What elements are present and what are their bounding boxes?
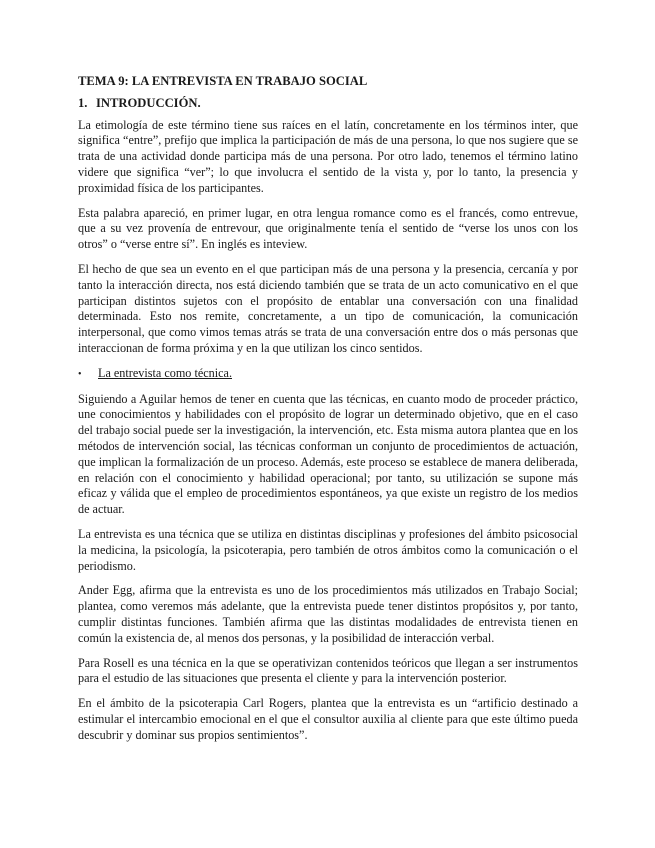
section-number: 1.	[78, 95, 88, 110]
document-page	[78, 74, 578, 752]
paragraph-interpersonal-communication: El hecho de que sea un evento en el que participan más de una persona y la presencia, cercanía y por tanto la interacción directa, nos está diciendo también que se trata de un acto comunicativo en el que participan distintos sujetos con el propósito de entablar una conversación con una finalidad determinada. Esto nos remite, concretamente, a un tipo de comunicación, la comunicación interpersonal, que como vimos temas atrás se trata de una conversación entre dos o más personas que interaccionan de forma próxima y en la que utilizan los cinco sentidos.	[78, 261, 578, 355]
paragraph-rosell: Para Rosell es una técnica en la que se operativizan contenidos teóricos que llegan a ser instrumentos para el estudio de las situaciones que presenta el cliente y para la intervención posterior.	[78, 655, 578, 686]
bullet-icon: •	[78, 368, 82, 380]
paragraph-etymology: La etimología de este término tiene sus raíces en el latín, concretamente en los términos inter, que significa “entre”, prefijo que implica la participación de más de una persona, lo que nos sugiere que se trata de una actividad donde participa más de una persona. Por otro lado, tenemos el término latino videre que significa “ver”; lo que involucra el sentido de la vista y, por lo tanto, la presencia y proximidad física de los participantes.	[78, 117, 578, 195]
section-title: INTRODUCCIÓN.	[96, 95, 201, 110]
paragraph-aguilar: Siguiendo a Aguilar hemos de tener en cuenta que las técnicas, en cuanto modo de proceder práctico, une conocimientos y habilidades con el propósito de lograr un determinado objetivo, que en el caso del trabajo social puede ser la investigación, la intervención, etc. Esta misma autora plantea que en los métodos de intervención social, las técnicas conforman un conjunto de procedimientos de actuación, que implican la formalización de un proceso. Además, este proceso se establece de manera deliberada, en relación con el conocimiento y habilidad operacional; por tanto, su utilización se supone más eficaz y válida que el empleo de procedimientos espontáneos, ya que existe un registro de los medios de actuar.	[78, 391, 578, 517]
paragraph-carl-rogers: En el ámbito de la psicoterapia Carl Rogers, plantea que la entrevista es un “artificio destinado a estimular el intercambio emocional en el que el consultor auxilia al cliente para que este último pueda descubrir y dominar sus propios sentimientos”.	[78, 696, 578, 742]
document-title: TEMA 9: LA ENTREVISTA EN TRABAJO SOCIAL	[78, 74, 368, 88]
paragraph-ander-egg: Ander Egg, afirma que la entrevista es uno de los procedimientos más utilizados en Trabajo Social; plantea, como veremos más adelante, que la entrevista puede tener distintos propósitos y, por tanto, cumplir distintas funciones. También afirma que las distintas modalidades de entrevista tienen en común la existencia de, al menos dos personas, y la posibilidad de interacción verbal.	[78, 583, 578, 645]
section-heading	[78, 96, 578, 112]
paragraph-french-origin: Esta palabra apareció, en primer lugar, en otra lengua romance como es el francés, como entrevue, que a su vez provenía de entrevour, que originalmente tenía el sentido de “verse los unos con los otros” o “verse entre sí”. En inglés es inteview.	[78, 205, 578, 252]
bullet-label: La entrevista como técnica.	[98, 365, 232, 380]
paragraph-disciplines: La entrevista es una técnica que se utiliza en distintas disciplinas y profesiones del ámbito psicosocial la medicina, la psicología, la psicoterapia, pero también de otros ámbitos como la comunicación o el periodismo.	[78, 526, 578, 573]
bullet-item-technique	[78, 366, 578, 383]
